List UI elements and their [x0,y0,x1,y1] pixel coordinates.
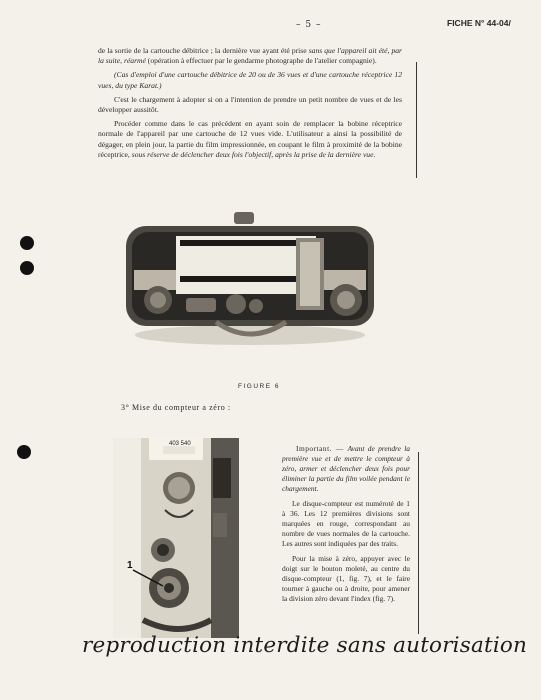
counter-instructions [282,444,410,609]
serial-number: 403 540 [169,441,191,447]
page-number: – 5 – [296,20,322,30]
section-heading: 3° Mise du compteur a zéro : [121,403,231,412]
paragraph-4: Procéder comme dans le cas précédent en ayant soin de remplacer la bobine réceptrice normale de l'appareil par une cartouche de 12 vues vide. L'utilisateur a ainsi la possibilité de dégager, en plein jour, la partie du film impressionnée, en coupant le film à proximité de la bobine réceptrice, sous réserve de déclencher deux fois l'objectif, après la prise de la dernière vue. [98,119,402,159]
margin-rule-bottom [418,452,419,634]
intro-text [98,46,402,164]
paragraph-1: de la sortie de la cartouche débitrice ; la dernière vue ayant été prise sans que l'appareil ait été, par la suite, réarmé (opération à effectuer par le gendarme photographe de l'atelier compagnie). [98,46,402,66]
fiche-number: FICHE N° 44-04/ [447,18,511,28]
camera-open-photo [116,210,384,350]
counter-photo-image [113,438,239,638]
paragraph-3: C'est le chargement à adopter si on a l'intention de prendre un petit nombre de vues et de les développer aussitôt. [98,94,402,115]
figure-6-caption: FIGURE 6 [238,383,280,390]
margin-rule-top [416,62,417,178]
counter-description: Le disque-compteur est numéroté de 1 à 36. Les 12 premières divisions sont marquées en rouge, correspondant au nombre de vues normales de la cartouche. Les autres sont indiquées par des traits. [282,499,410,548]
callout-1: 1 [127,560,133,571]
important-note: Important. — Avant de prendre la première vue et de mettre le compteur à zéro, armer et déclencher deux fois pour éliminer la partie du film voilée pendant le chargement. [282,444,411,493]
reset-procedure: Pour la mise à zéro, appuyer avec le doigt sur le bouton moleté, au centre du disque-compteur (1, fig. 7), et le faire tourner à gauche ou à droite, pour amener la division zéro devant l'index (fig. 7). [282,554,410,603]
punch-hole [17,445,31,459]
counter-photo [113,438,239,638]
watermark-text: reproduction interdite sans autorisation [82,633,528,658]
paragraph-2: (Cas d'emploi d'une cartouche débitrice de 20 ou de 36 vues et d'une cartouche réceptrice 12 vues, du type Karat.) [98,70,402,90]
punch-hole [20,236,34,250]
punch-hole [20,261,34,275]
